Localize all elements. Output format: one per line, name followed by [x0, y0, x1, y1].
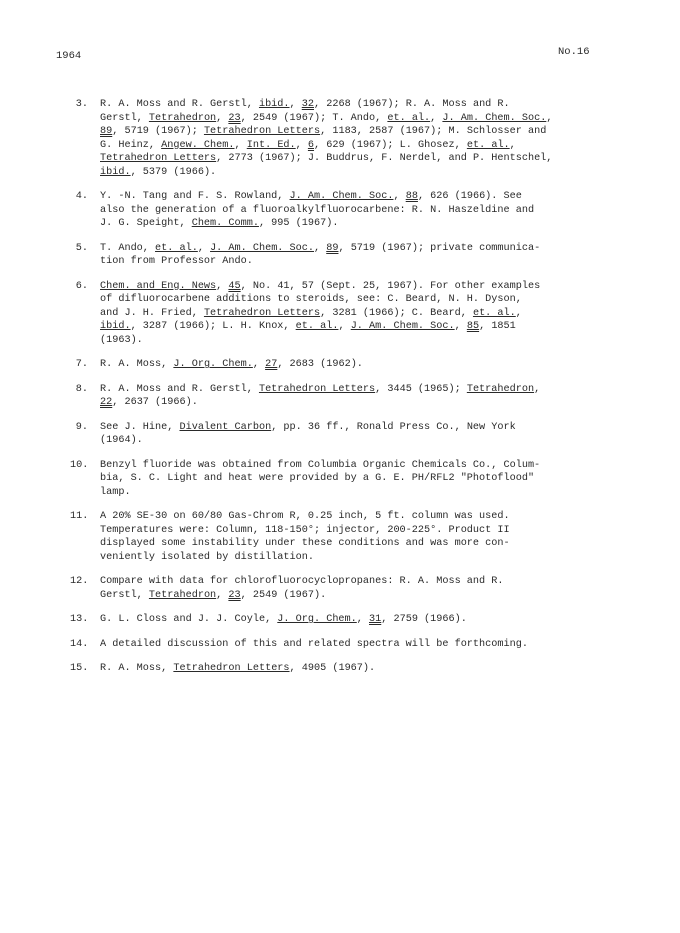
- citation-emphasis: Tetrahedron: [466, 383, 535, 395]
- reference-text: J. G. Speight,: [100, 218, 192, 229]
- citation-emphasis: J. Org. Chem.: [173, 359, 253, 370]
- reference-item: [70, 575, 610, 602]
- reference-text: , 629 (1967); L. Ghosez,: [314, 139, 467, 151]
- reference-text: ,: [295, 139, 308, 151]
- reference-item: [70, 459, 610, 500]
- reference-line: [100, 524, 610, 538]
- reference-line: [100, 459, 610, 473]
- citation-emphasis: ibid.: [258, 99, 290, 110]
- reference-line: [100, 293, 610, 307]
- citation-emphasis: 45: [228, 280, 241, 292]
- reference-text: R. A. Moss,: [100, 359, 174, 370]
- reference-item: [70, 242, 610, 269]
- citation-emphasis: J. Am. Chem. Soc.: [442, 112, 547, 124]
- reference-text: , 2637 (1966).: [112, 397, 198, 408]
- reference-text: , 2549 (1967); T. Ando,: [240, 112, 388, 124]
- reference-line: [100, 334, 610, 348]
- reference-text: ,: [509, 139, 516, 151]
- reference-text: , 5719 (1967);: [112, 126, 204, 137]
- page-number: 1964: [56, 50, 82, 62]
- reference-text: , 3281 (1966); C. Beard,: [320, 307, 473, 319]
- reference-item: [70, 280, 610, 348]
- citation-emphasis: et. al.: [466, 139, 510, 151]
- citation-emphasis: J. Am. Chem. Soc.: [289, 191, 394, 202]
- reference-item: [70, 638, 610, 652]
- citation-emphasis: et. al.: [387, 112, 431, 124]
- reference-line: [100, 280, 610, 294]
- reference-text: ,: [546, 112, 553, 124]
- citation-emphasis: 22: [100, 397, 113, 408]
- reference-text: Gerstl,: [100, 589, 149, 601]
- citation-emphasis: 89: [100, 126, 113, 137]
- reference-text: (1964).: [100, 435, 143, 446]
- reference-text: , 5719 (1967); private communica-: [338, 242, 541, 254]
- reference-number: 3.: [75, 99, 88, 110]
- reference-text: veniently isolated by distillation.: [100, 551, 314, 563]
- reference-item: [70, 613, 610, 627]
- reference-line: [100, 589, 610, 603]
- reference-text: ,: [534, 383, 541, 395]
- reference-text: Y. -N. Tang and F. S. Rowland,: [100, 191, 290, 202]
- reference-item: [70, 421, 610, 448]
- reference-text: ,: [356, 614, 370, 625]
- citation-emphasis: Tetrahedron: [148, 112, 217, 124]
- reference-text: ,: [289, 99, 302, 110]
- reference-line: [100, 204, 610, 218]
- reference-text: ,: [338, 321, 351, 332]
- reference-text: See J. Hine,: [100, 421, 180, 433]
- reference-text: bia, S. C. Light and heat were provided by a G. E. PH/RFL2 "Photoflood": [100, 473, 535, 484]
- reference-line: [100, 307, 610, 321]
- reference-number: 11.: [70, 511, 89, 522]
- reference-line: [100, 638, 610, 652]
- reference-line: [100, 320, 610, 334]
- citation-emphasis: J. Am. Chem. Soc.: [210, 242, 314, 254]
- reference-text: , 2268 (1967); R. A. Moss and R.: [314, 99, 510, 110]
- reference-line: [100, 98, 610, 112]
- reference-line: [100, 139, 610, 153]
- citation-emphasis: Tetrahedron Letters: [203, 307, 321, 319]
- reference-line: [100, 125, 610, 139]
- citation-emphasis: 32: [301, 99, 314, 110]
- citation-emphasis: Tetrahedron: [148, 589, 217, 601]
- reference-text: , 1851: [479, 321, 516, 332]
- reference-text: , 2549 (1967).: [240, 589, 327, 601]
- reference-number: 13.: [70, 614, 89, 625]
- reference-number: 12.: [70, 576, 89, 587]
- reference-line: [100, 434, 610, 448]
- reference-text: , 626 (1966). See: [417, 191, 522, 202]
- reference-text: , 1183, 2587 (1967); M. Schlosser and: [320, 126, 547, 137]
- reference-text: ,: [252, 359, 266, 370]
- reference-text: lamp.: [100, 486, 131, 498]
- reference-text: , 3445 (1965);: [375, 383, 467, 395]
- reference-text: R. A. Moss,: [100, 663, 174, 674]
- reference-list: [70, 98, 610, 687]
- reference-number: 8.: [75, 383, 88, 395]
- citation-emphasis: J. Org. Chem.: [277, 614, 357, 625]
- reference-line: [100, 421, 610, 435]
- reference-number: 5.: [75, 242, 88, 254]
- reference-line: [100, 662, 610, 676]
- citation-emphasis: J. Am. Chem. Soc.: [350, 321, 455, 332]
- reference-text: , 3287 (1966); L. H. Knox,: [130, 321, 296, 332]
- reference-text: , 2773 (1967); J. Buddrus, F. Nerdel, and P. Hentschel,: [216, 153, 553, 164]
- reference-text: tion from Professor Ando.: [100, 256, 253, 267]
- reference-item: [70, 190, 610, 231]
- reference-text: (1963).: [100, 334, 143, 346]
- reference-line: [100, 396, 610, 410]
- citation-emphasis: et. al.: [295, 321, 339, 332]
- reference-text: Compare with data for chlorofluorocyclopropanes: R. A. Moss and R.: [100, 576, 504, 587]
- reference-line: [100, 255, 610, 269]
- reference-text: ,: [393, 191, 406, 202]
- reference-number: 4.: [75, 191, 88, 202]
- reference-text: ,: [454, 321, 467, 332]
- reference-text: , No. 41, 57 (Sept. 25, 1967). For other examples: [240, 280, 541, 292]
- reference-line: [100, 613, 610, 627]
- reference-text: G. Heinz,: [100, 139, 162, 151]
- reference-line: [100, 551, 610, 565]
- citation-emphasis: et. al.: [155, 242, 198, 254]
- citation-emphasis: Chem. Comm.: [191, 218, 259, 229]
- citation-emphasis: et. al.: [472, 307, 516, 319]
- reference-line: [100, 217, 610, 231]
- reference-text: ,: [234, 139, 247, 151]
- reference-item: [70, 662, 610, 676]
- citation-emphasis: ibid.: [100, 166, 131, 178]
- reference-text: displayed some instability under these conditions and was more con-: [100, 538, 510, 549]
- reference-number: 9.: [75, 421, 88, 433]
- reference-text: Benzyl fluoride was obtained from Columbia Organic Chemicals Co., Colum-: [100, 459, 541, 471]
- reference-text: , 4905 (1967).: [289, 663, 376, 674]
- citation-emphasis: Tetrahedron Letters: [258, 383, 376, 395]
- citation-emphasis: 31: [369, 614, 382, 625]
- reference-text: A 20% SE-30 on 60/80 Gas-Chrom R, 0.25 inch, 5 ft. column was used.: [100, 511, 510, 522]
- reference-text: , 995 (1967).: [258, 218, 339, 229]
- reference-text: R. A. Moss and R. Gerstl,: [100, 99, 259, 110]
- citation-emphasis: Tetrahedron Letters: [203, 126, 321, 137]
- reference-text: ,: [515, 307, 522, 319]
- citation-emphasis: 6: [307, 139, 315, 151]
- reference-text: Gerstl,: [100, 112, 149, 124]
- citation-emphasis: Angew. Chem.: [161, 139, 235, 151]
- citation-emphasis: 85: [466, 321, 480, 332]
- reference-line: [100, 510, 610, 524]
- citation-emphasis: Divalent Carbon: [179, 421, 272, 433]
- citation-emphasis: 89: [326, 242, 339, 254]
- reference-number: 15.: [70, 663, 89, 674]
- issue-number: No.16: [558, 46, 590, 58]
- reference-text: , 2683 (1962).: [277, 359, 363, 370]
- reference-line: [100, 472, 610, 486]
- reference-text: ,: [197, 242, 211, 254]
- reference-line: [100, 152, 610, 166]
- reference-number: 6.: [75, 280, 88, 292]
- reference-text: T. Ando,: [100, 242, 156, 254]
- reference-item: [70, 358, 610, 372]
- reference-item: [70, 98, 610, 179]
- reference-text: , 2759 (1966).: [381, 614, 467, 625]
- citation-emphasis: ibid.: [100, 321, 131, 332]
- citation-emphasis: 23: [228, 112, 241, 124]
- reference-text: ,: [216, 589, 229, 601]
- reference-line: [100, 537, 610, 551]
- reference-line: [100, 575, 610, 589]
- reference-number: 14.: [70, 638, 89, 650]
- citation-emphasis: 27: [265, 359, 278, 370]
- reference-text: A detailed discussion of this and related spectra will be forthcoming.: [100, 638, 528, 650]
- reference-text: also the generation of a fluoroalkylfluorocarbene: R. N. Haszeldine and: [100, 204, 535, 216]
- reference-line: [100, 383, 610, 397]
- citation-emphasis: Tetrahedron Letters: [173, 663, 290, 674]
- citation-emphasis: Tetrahedron Letters: [100, 153, 217, 164]
- reference-number: 7.: [75, 359, 88, 370]
- citation-emphasis: Int. Ed.: [246, 139, 296, 151]
- citation-emphasis: 23: [228, 589, 241, 601]
- reference-text: and J. H. Fried,: [100, 307, 204, 319]
- reference-line: [100, 190, 610, 204]
- reference-text: of difluorocarbene additions to steroids, see: C. Beard, N. H. Dyson,: [100, 294, 522, 305]
- reference-text: ,: [430, 112, 443, 124]
- reference-line: [100, 358, 610, 372]
- reference-item: [70, 383, 610, 410]
- reference-text: ,: [314, 242, 327, 254]
- reference-line: [100, 486, 610, 500]
- reference-text: , 5379 (1966).: [130, 166, 217, 178]
- reference-text: G. L. Closs and J. J. Coyle,: [100, 614, 278, 625]
- reference-text: Temperatures were: Column, 118-150°; injector, 200-225°. Product II: [100, 524, 510, 536]
- reference-text: ,: [216, 280, 229, 292]
- reference-number: 10.: [70, 459, 89, 471]
- reference-line: [100, 166, 610, 180]
- reference-text: , pp. 36 ff., Ronald Press Co., New York: [271, 421, 516, 433]
- reference-line: [100, 112, 610, 126]
- reference-text: ,: [216, 112, 229, 124]
- reference-text: R. A. Moss and R. Gerstl,: [100, 383, 259, 395]
- citation-emphasis: 88: [405, 191, 418, 202]
- reference-line: [100, 242, 610, 256]
- citation-emphasis: Chem. and Eng. News: [100, 280, 217, 292]
- reference-item: [70, 510, 610, 564]
